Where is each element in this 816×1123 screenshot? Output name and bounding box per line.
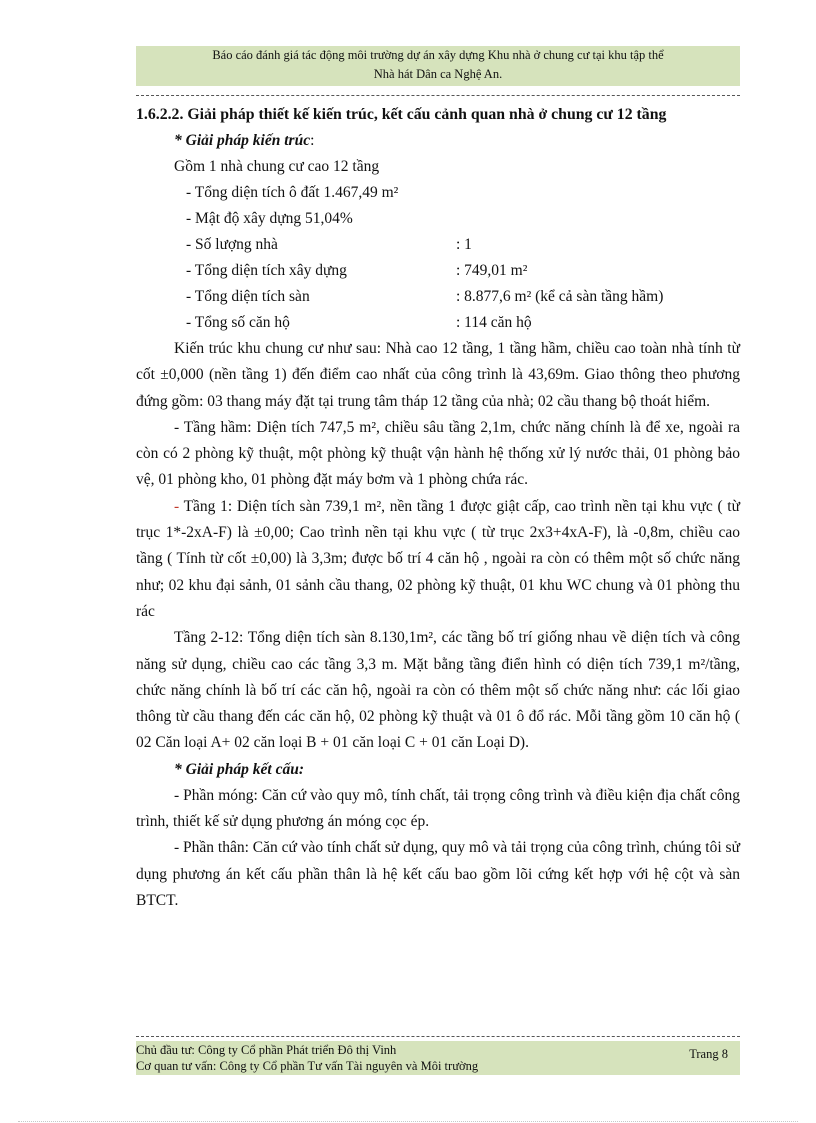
header-line-2: Nhà hát Dân ca Nghệ An.	[373, 67, 503, 81]
page-edge-line	[18, 1121, 798, 1122]
basement-paragraph: - Tầng hầm: Diện tích 747,5 m², chiều sâu tầng 2,1m, chức năng chính là để xe, ngoài ra còn có 2 phòng kỹ thuật, một phòng kỹ thuật vận hành hệ thống xử lý nước thải, 01 phòng bảo vệ, 01 phòng kho, 01 phòng đặt máy bơm và 1 phòng chứa rác.	[136, 418, 740, 489]
header-divider	[136, 95, 740, 96]
spec-label: - Tổng số căn hộ	[186, 314, 290, 331]
footer-investor: Chủ đầu tư: Công ty Cổ phần Phát triển Đô thị Vinh	[136, 1043, 397, 1057]
footer-consultant: Cơ quan tư vấn: Công ty Cổ phần Tư vấn Tài nguyên và Môi trường	[136, 1059, 479, 1073]
section-title: 1.6.2.2. Giải pháp thiết kế kiến trúc, kết cấu cảnh quan nhà ở chung cư 12 tầng	[136, 106, 667, 123]
spec-label: - Số lượng nhà	[186, 236, 278, 253]
floors-paragraph: Tầng 2-12: Tổng diện tích sàn 8.130,1m², các tầng bố trí giống nhau về diện tích và công năng sử dụng, chiều cao các tầng 3,3 m. Mặt bằng tầng điển hình có diện tích 739,1 m²/tầng, chức năng chính là bố trí các căn hộ, ngoài ra còn có thêm một số chức năng như: các lối giao thông từ cầu thang đến các căn hộ, 02 phòng kỹ thuật và 01 ô đổ rác. Mỗi tầng gồm 10 căn hộ ( 02 Căn loại A+ 02 căn loại B + 01 căn loại C + 01 căn Loại D).	[136, 629, 740, 752]
floor1-text: Tầng 1: Diện tích sàn 739,1 m², nền tầng 1 được giật cấp, cao trình nền tại khu vực ( từ trục 1*-2xA-F) là ±0,00; Cao trình nền tại khu vực ( từ trục 2x3+4xA-F), là -0,8m, chiều cao tầng ( Tính từ cốt ±0,00) là 3,3m; được bố trí 4 căn hộ , ngoài ra còn có thêm một số chức năng như; 02 khu đại sảnh, 01 sảnh cầu thang, 02 phòng kỹ thuật, 01 khu WC chung và 01 phòng thu rác	[136, 497, 740, 620]
document-body	[136, 102, 740, 914]
spec-row	[136, 232, 740, 258]
architecture-subheading	[136, 128, 740, 154]
overview-paragraph: Kiến trúc khu chung cư như sau: Nhà cao 12 tầng, 1 tầng hầm, chiều cao toàn nhà tính từ cốt ±0,000 (nền tầng 1) đến điểm cao nhất của công trình là 43,69m. Giao thông theo phương đứng gồm: 03 thang máy đặt tại trung tâm tháp 12 tầng của nhà; 02 cầu thang bộ thoát hiểm.	[136, 340, 740, 410]
floor1-dash: -	[174, 497, 180, 515]
spec-row	[136, 258, 740, 284]
architecture-subheading-colon: :	[310, 132, 315, 149]
spec-item: - Mật độ xây dựng 51,04%	[186, 210, 353, 227]
footer-divider	[136, 1036, 740, 1037]
spec-value: : 114 căn hộ	[456, 314, 532, 331]
foundation-paragraph: - Phần móng: Căn cứ vào quy mô, tính chất, tải trọng công trình và điều kiện địa chất công trình, thiết kế sử dụng phương án móng cọc ép.	[136, 786, 740, 831]
structure-subheading: * Giải pháp kết cấu:	[174, 760, 305, 778]
spec-value: : 8.877,6 m² (kể cả sàn tầng hầm)	[456, 288, 664, 305]
footer-credits	[136, 1042, 478, 1074]
spec-row	[136, 310, 740, 336]
floor1-paragraph	[136, 494, 740, 625]
spec-label: - Tổng diện tích sàn	[186, 288, 310, 305]
page-number: Trang 8	[689, 1047, 728, 1061]
spec-item: - Tổng diện tích ô đất 1.467,49 m²	[186, 184, 399, 201]
spec-row	[136, 284, 740, 310]
page-header	[136, 46, 740, 86]
architecture-intro: Gồm 1 nhà chung cư cao 12 tầng	[174, 158, 380, 175]
spec-label: - Tổng diện tích xây dựng	[186, 262, 347, 279]
superstructure-paragraph: - Phần thân: Căn cứ vào tính chất sử dụng, quy mô và tải trọng của công trình, chúng tôi sử dụng phương án kết cấu phần thân là hệ kết cấu bao gồm lõi cứng kết hợp với hệ cột và sàn BTCT.	[136, 839, 740, 909]
architecture-subheading-text: * Giải pháp kiến trúc	[174, 132, 311, 149]
header-line-1: Báo cáo đánh giá tác động môi trường dự án xây dựng Khu nhà ở chung cư tại khu tập thể	[212, 48, 664, 62]
spec-value: : 1	[456, 236, 472, 253]
page-footer	[136, 1041, 740, 1075]
spec-value: : 749,01 m²	[456, 262, 528, 279]
